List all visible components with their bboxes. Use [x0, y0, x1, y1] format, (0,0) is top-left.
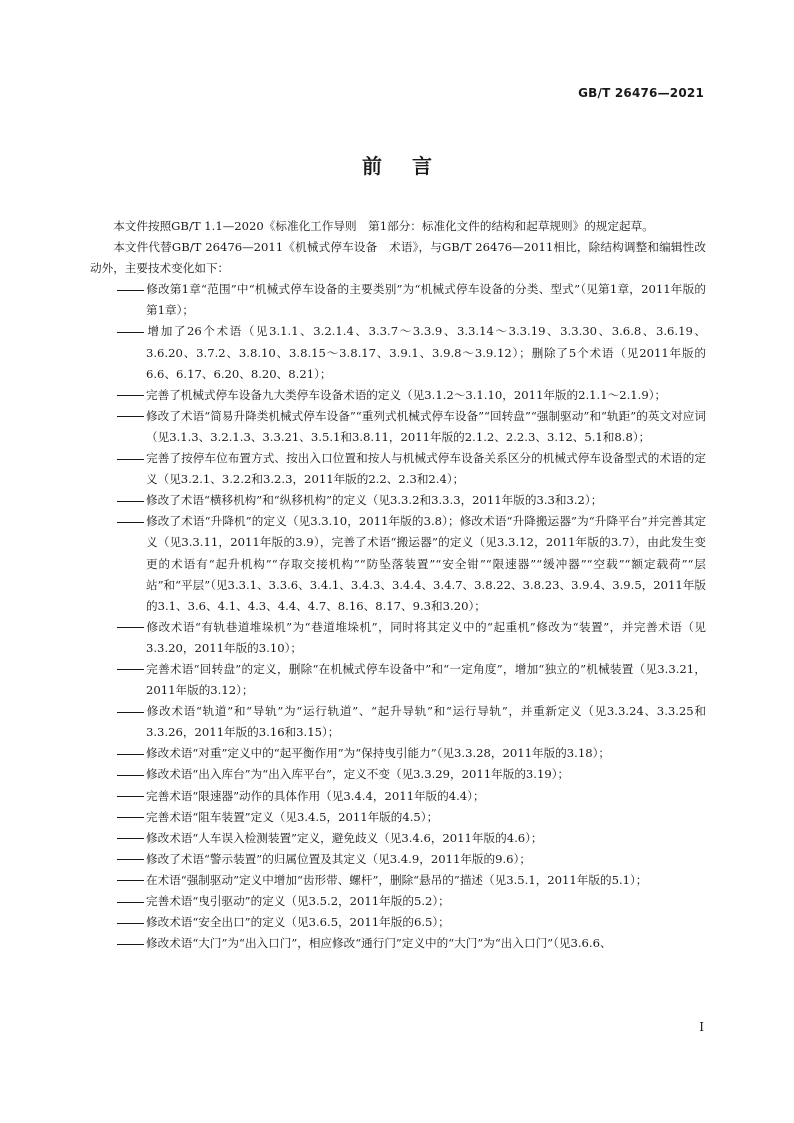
change-text: 完善术语“限速器”动作的具体作用（见3.4.4，2011年版的4.4）； — [146, 788, 485, 803]
change-list-item — [90, 828, 706, 849]
change-list-item — [90, 406, 706, 448]
change-text: 修改术语“人车误入检测装置”定义，避免歧义（见3.4.6，2011年版的4.6）； — [146, 830, 543, 845]
em-dash-bullet — [117, 490, 146, 511]
change-text: 修改了术语“升降机”的定义（见3.3.10，2011年版的3.8）；修改术语“升降搬运器”为“升降平台”并完善其定义（见3.3.11，2011年版的3.9），完善了术语“搬运器”的定义（见3.3.12，2011年版的3.7），由此发生变更的术语有“起升机构”“存取交接机构”“防坠落装置”“安全钳”“限速器”“缓冲器”“空载”“额定载荷”“层站”和“平层”（见3.3.1、3.3.6、3.4.1、3.4.3、3.4.4、3.4.7、3.8.22、3.8.23、3.9.4、3.9.5，2011年版的3.1、3.6、4.1、4.3、4.4、4.7、8.16、8.17、9.3和3.20）； — [146, 514, 706, 613]
change-list-item — [90, 701, 706, 743]
change-list-item — [90, 849, 706, 870]
change-list — [90, 279, 706, 954]
paragraph-drafting-rules: 本文件按照GB/T 1.1—2020《标准化工作导则 第1部分：标准化文件的结构和起草规则》的规定起草。 — [113, 219, 654, 233]
change-list-item — [90, 764, 706, 785]
em-dash-bullet — [117, 933, 146, 954]
em-dash-bullet — [117, 849, 146, 870]
paragraph-replacement: 本文件代替GB/T 26476—2011《机械式停车设备 术语》，与GB/T 26476—2011相比，除结构调整和编辑性改动外，主要技术变化如下： — [90, 240, 706, 276]
change-list-item — [90, 891, 706, 912]
change-text: 修改了术语“警示装置”的归属位置及其定义（见3.4.9，2011年版的9.6）； — [146, 851, 531, 866]
em-dash-bullet — [117, 321, 146, 342]
change-list-item — [90, 659, 706, 701]
em-dash-bullet — [117, 891, 146, 912]
page-number: I — [699, 1020, 704, 1034]
standard-number: GB/T 26476—2021 — [578, 86, 704, 100]
em-dash-bullet — [117, 448, 146, 469]
change-list-item — [90, 912, 706, 933]
change-text: 修改术语“大门”为“出入口门”，相应修改“通行门”定义中的“大门”为“出入口门”（见3.6.6、 — [146, 936, 612, 951]
change-list-item — [90, 321, 706, 384]
change-text: 修改术语“对重”定义中的“起平衡作用”为“保持曳引能力”（见3.3.28，2011年版的3.18）； — [146, 746, 610, 761]
em-dash-bullet — [117, 870, 146, 891]
em-dash-bullet — [117, 828, 146, 849]
change-list-item — [90, 385, 706, 406]
foreword-body — [90, 216, 706, 954]
change-text: 修改了术语“简易升降类机械式停车设备”“重列式机械式停车设备”“回转盘”“强制驱动”和“轨距”的英文对应词（见3.1.3、3.2.1.3、3.3.21、3.5.1和3.8.11，2011年版的2.1.2、2.2.3、3.12、5.1和8.8）； — [146, 408, 706, 444]
change-text: 完善了按停车位布置方式、按出入口位置和按人与机械式停车设备关系区分的机械式停车设备型式的术语的定义（见3.2.1、3.2.2和3.2.3，2011年版的2.2、2.3和2.4）； — [146, 451, 706, 487]
change-text: 完善术语“回转盘”的定义，删除“在机械式停车设备中”和“一定角度”，增加“独立的”机械装置（见3.3.21，2011年版的3.12）； — [146, 661, 706, 698]
em-dash-bullet — [117, 385, 146, 406]
change-list-item — [90, 279, 706, 321]
em-dash-bullet — [117, 701, 146, 722]
change-list-item — [90, 743, 706, 764]
change-text: 完善术语“曳引驱动”的定义（见3.5.2，2011年版的5.2）； — [146, 894, 450, 908]
change-text: 在术语“强制驱动”定义中增加“齿形带、螺杆”，删除“悬吊的”描述（见3.5.1，2011年版的5.1）； — [146, 872, 648, 887]
change-list-item — [90, 807, 706, 828]
em-dash-bullet — [117, 511, 146, 532]
em-dash-bullet — [117, 659, 146, 680]
em-dash-bullet — [117, 279, 146, 300]
change-text: 完善术语“阻车装置”定义（见3.4.5，2011年版的4.5）； — [146, 809, 439, 824]
change-list-item — [90, 870, 706, 891]
change-list-item — [90, 511, 706, 616]
change-list-item — [90, 490, 706, 511]
change-text: 修改了术语“横移机构”和“纵移机构”的定义（见3.3.2和3.3.3，2011年版的3.3和3.2）； — [146, 493, 603, 508]
change-text: 完善了机械式停车设备九大类停车设备术语的定义（见3.1.2～3.1.10，2011年版的2.1.1～2.1.9）； — [146, 387, 667, 402]
em-dash-bullet — [117, 786, 146, 807]
page-title: 前言 — [362, 154, 462, 178]
change-text: 修改术语“出入库台”为“出入库平台”，定义不变（见3.3.29，2011年版的3.19）； — [146, 767, 570, 782]
change-list-item — [90, 617, 706, 659]
change-list-item — [90, 786, 706, 807]
change-list-item — [90, 933, 706, 954]
change-text: 增加了26个术语（见3.1.1、3.2.1.4、3.3.7～3.3.9、3.3.14～3.3.19、3.3.30、3.6.8、3.6.19、3.6.20、3.7.2、3.8.10、3.8.15～3.8.17、3.9.1、3.9.8～3.9.12）；删除了5个术语（见2011年版的6.6、6.17、6.20、8.20、8.21）； — [146, 324, 706, 381]
em-dash-bullet — [117, 807, 146, 828]
change-text: 修改术语“安全出口”的定义（见3.6.5，2011年版的6.5）； — [146, 915, 450, 930]
em-dash-bullet — [117, 764, 146, 785]
em-dash-bullet — [117, 617, 146, 638]
change-list-item — [90, 448, 706, 490]
em-dash-bullet — [117, 912, 146, 933]
change-text: 修改第1章“范围”中“机械式停车设备的主要类别”为“机械式停车设备的分类、型式”（见第1章，2011年版的第1章）； — [146, 282, 706, 318]
change-text: 修改术语“有轨巷道堆垛机”为“巷道堆垛机”，同时将其定义中的“起重机”修改为“装置”，并完善术语（见3.3.20，2011年版的3.10）； — [146, 619, 706, 655]
em-dash-bullet — [117, 743, 146, 764]
change-text: 修改术语“轨道”和“导轨”为“运行轨道”、“起升导轨”和“运行导轨”，并重新定义（见3.3.24、3.3.25和3.3.26，2011年版的3.16和3.15）； — [146, 704, 706, 740]
em-dash-bullet — [117, 406, 146, 427]
